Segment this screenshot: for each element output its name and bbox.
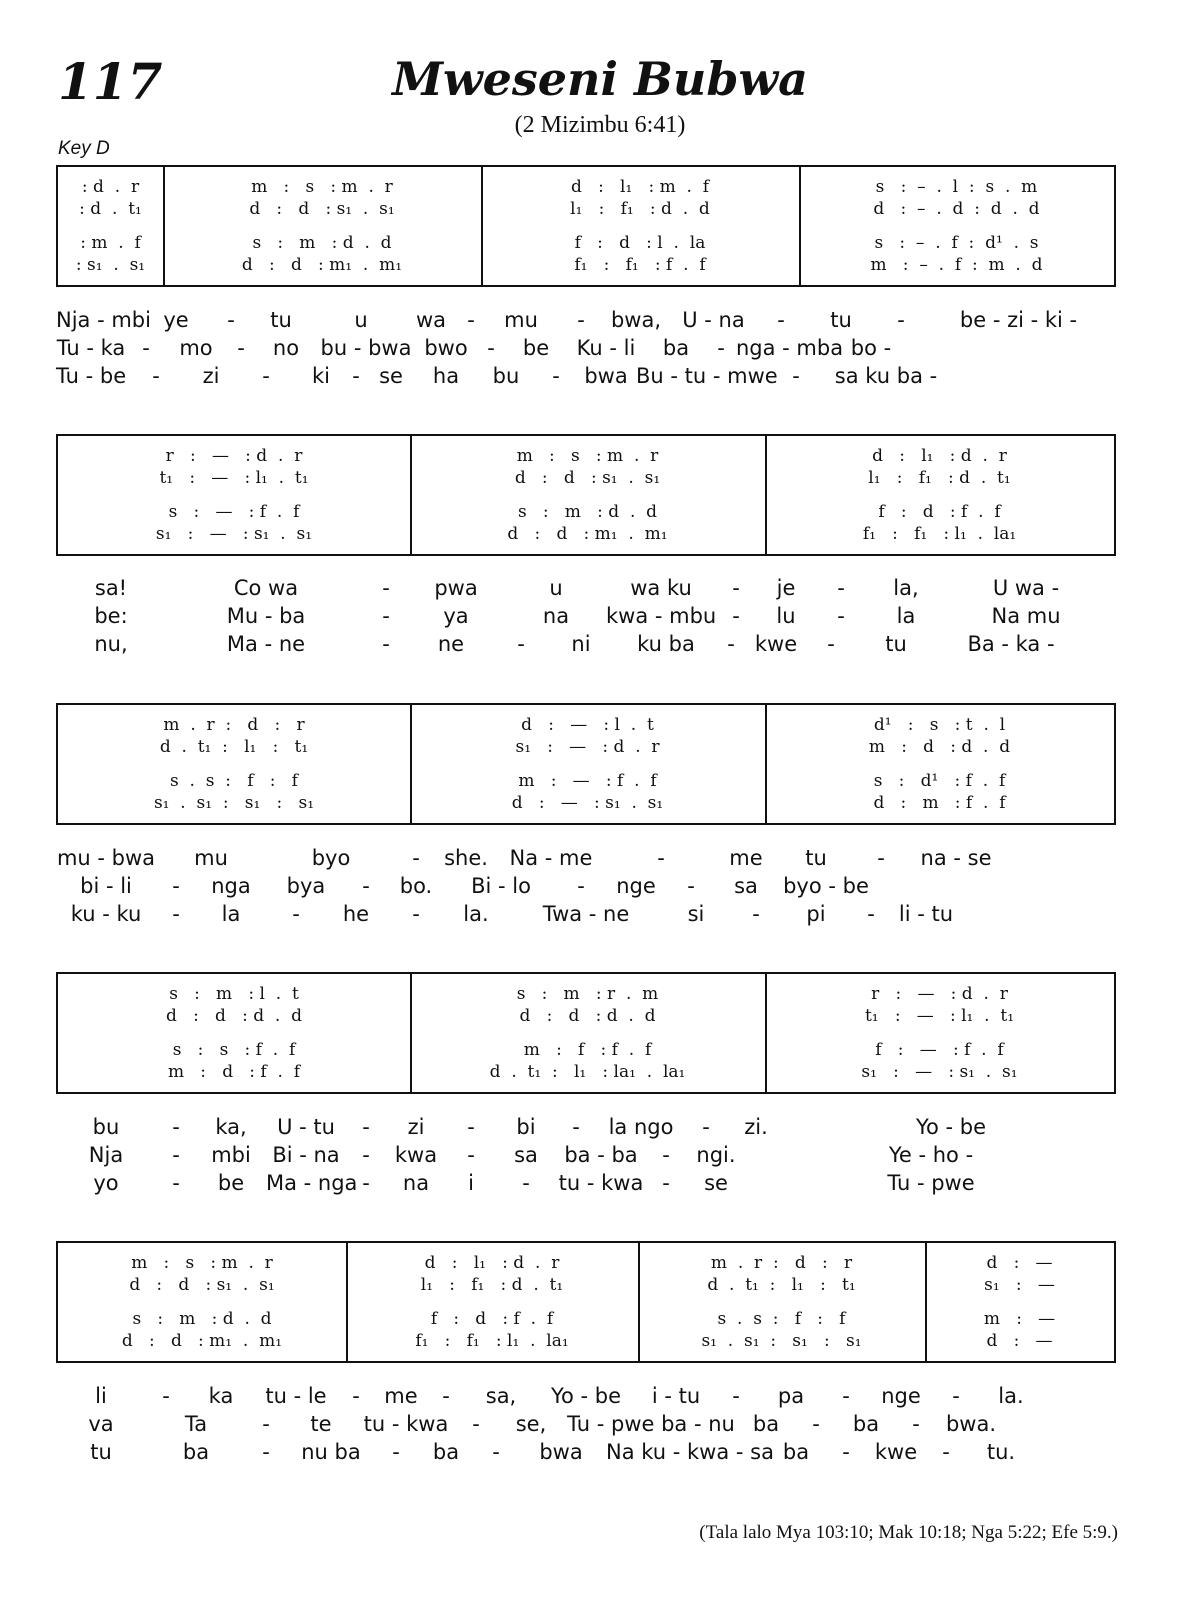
lyric-syllable: -: [172, 1115, 180, 1139]
lyric-syllable: bu - bwa: [320, 336, 412, 360]
lyric-syllable: sa ku ba -: [834, 364, 938, 388]
stave-5: [56, 1241, 1116, 1363]
lyric-syllable: na: [402, 1171, 430, 1195]
note-cell: d : d : m₁ . m₁: [507, 524, 668, 544]
lyric-syllable: he: [342, 902, 370, 926]
lyric-syllable: -: [897, 308, 905, 332]
key-signature: Key D: [58, 138, 110, 159]
lyric-syllable: -: [467, 308, 475, 332]
lyric-syllable: byo - be: [783, 874, 869, 898]
lyric-syllable: -: [752, 902, 760, 926]
note-cell: s₁ : —: [984, 1275, 1055, 1295]
lyric-syllable: sa!: [94, 576, 128, 600]
hymn-title: Mweseni Bubwa: [392, 52, 808, 106]
lyric-syllable: -: [837, 604, 845, 628]
lyric-syllable: wa ku: [630, 576, 692, 600]
lyric-syllable: -: [487, 336, 495, 360]
lyric-syllable: Ku - li: [576, 336, 636, 360]
lyric-syllable: -: [837, 576, 845, 600]
lyric-syllable: ka,: [215, 1115, 247, 1139]
lyric-syllable: -: [842, 1384, 850, 1408]
note-cell: s : – . l : s . m: [875, 177, 1038, 197]
lyric-syllable: -: [352, 1384, 360, 1408]
stave-1: [56, 165, 1116, 287]
lyric-syllable: Nja - mbi: [56, 308, 151, 332]
lyric-syllable: tu: [90, 1440, 112, 1464]
lyric-syllable: -: [237, 336, 245, 360]
note-cell: r : — : d . r: [871, 984, 1008, 1004]
lyric-syllable: -: [842, 1440, 850, 1464]
note-cell: d : — : s₁ . s₁: [511, 793, 664, 813]
lyric-syllable: -: [362, 874, 370, 898]
lyrics-2: [56, 576, 1116, 660]
note-cell: m : —: [983, 1309, 1056, 1329]
lyric-syllable: tu: [805, 846, 827, 870]
lyric-syllable: tu.: [986, 1440, 1016, 1464]
note-cell: f₁ : f₁ : l₁ . la₁: [415, 1331, 569, 1351]
lyric-syllable: je: [776, 576, 796, 600]
lyric-syllable: -: [382, 576, 390, 600]
note-cell: : d . r: [81, 177, 140, 197]
lyric-syllable: bwa.: [945, 1412, 997, 1436]
lyric-syllable: pa: [777, 1384, 805, 1408]
note-cell: d . t₁ : l₁ : t₁: [159, 737, 309, 757]
lyric-syllable: ne: [437, 632, 465, 656]
lyric-syllable: pi: [806, 902, 826, 926]
lyric-syllable: la ngo: [608, 1115, 674, 1139]
lyric-syllable: -: [727, 632, 735, 656]
stave-4: [56, 972, 1116, 1094]
lyric-syllable: bwa,: [610, 308, 662, 332]
lyric-syllable: me: [729, 846, 763, 870]
lyric-syllable: Tu - pwe: [887, 1171, 975, 1195]
note-cell: s : m : l . t: [169, 984, 299, 1004]
note-cell: d : l₁ : d . r: [424, 1253, 560, 1273]
lyric-syllable: tu - le: [265, 1384, 327, 1408]
note-cell: s : m : d . d: [252, 233, 392, 253]
lyric-syllable: -: [812, 1412, 820, 1436]
scripture-reference: (2 Mizimbu 6:41): [514, 112, 686, 138]
lyric-syllable: -: [142, 336, 150, 360]
lyric-syllable: U - na: [682, 308, 745, 332]
lyric-syllable: nge: [616, 874, 656, 898]
note-cell: s : – . f : d¹ . s: [874, 233, 1039, 253]
lyric-syllable: bwo: [424, 336, 468, 360]
note-cell: d : —: [986, 1253, 1053, 1273]
stave-3: [56, 703, 1116, 825]
lyric-syllable: tu: [830, 308, 852, 332]
lyric-syllable: Twa - ne: [542, 902, 630, 926]
lyric-syllable: sa,: [485, 1384, 517, 1408]
lyric-syllable: bwa: [539, 1440, 583, 1464]
lyric-syllable: va: [88, 1412, 114, 1436]
note-cell: m : s : m . r: [516, 446, 659, 466]
lyric-syllable: bwa: [584, 364, 628, 388]
lyric-syllable: -: [657, 846, 665, 870]
lyric-syllable: -: [472, 1412, 480, 1436]
lyric-syllable: ba: [782, 1440, 810, 1464]
lyric-syllable: -: [467, 1115, 475, 1139]
note-cell: s : — : f . f: [168, 502, 300, 522]
note-cell: : m . f: [80, 233, 141, 253]
lyric-syllable: zi.: [744, 1115, 768, 1139]
lyric-syllable: Ta: [184, 1412, 208, 1436]
note-cell: d : d : m₁ . m₁: [121, 1331, 283, 1351]
lyric-syllable: la,: [893, 576, 919, 600]
lyric-syllable: se,: [515, 1412, 547, 1436]
lyric-syllable: Co wa: [233, 576, 299, 600]
lyric-syllable: U wa -: [992, 576, 1060, 600]
lyric-syllable: mu: [504, 308, 538, 332]
note-cell: m : — : f . f: [518, 771, 657, 791]
lyric-syllable: pwa: [434, 576, 478, 600]
lyric-syllable: be - zi - ki -: [959, 308, 1078, 332]
lyric-syllable: nu,: [94, 632, 128, 656]
lyric-syllable: -: [777, 308, 785, 332]
lyric-syllable: yo: [93, 1171, 119, 1195]
note-cell: d : d : m₁ . m₁: [241, 255, 403, 275]
lyric-syllable: i - tu: [651, 1384, 701, 1408]
lyric-syllable: -: [732, 604, 740, 628]
lyric-syllable: tu - kwa: [558, 1171, 644, 1195]
lyric-syllable: -: [362, 1143, 370, 1167]
note-cell: l₁ : f₁ : d . d: [570, 199, 710, 219]
lyric-syllable: Tu - pwe ba - nu: [567, 1412, 735, 1436]
lyric-syllable: se: [379, 364, 403, 388]
lyric-syllable: Tu - be: [56, 364, 127, 388]
note-cell: m . r : d : r: [163, 715, 305, 735]
lyric-syllable: -: [552, 364, 560, 388]
lyric-syllable: ha: [432, 364, 460, 388]
lyric-syllable: Na ku - kwa - sa: [606, 1440, 774, 1464]
note-cell: r : — : d . r: [165, 446, 303, 466]
lyric-syllable: Na mu: [991, 604, 1061, 628]
lyric-syllable: wa: [415, 308, 447, 332]
lyric-syllable: ye: [163, 308, 189, 332]
lyric-syllable: -: [172, 1171, 180, 1195]
note-cell: s : m : d . d: [517, 502, 658, 522]
lyric-syllable: -: [382, 604, 390, 628]
lyric-syllable: ku ba: [637, 632, 695, 656]
lyrics-1: [56, 308, 1116, 392]
lyric-syllable: u: [354, 308, 368, 332]
lyric-syllable: nga - mba: [736, 336, 844, 360]
lyric-syllable: me: [384, 1384, 418, 1408]
lyric-syllable: Bi - lo: [471, 874, 531, 898]
note-cell: m : s : m . r: [131, 1253, 273, 1273]
lyric-syllable: mu: [194, 846, 228, 870]
lyric-syllable: Ma - nga: [266, 1171, 358, 1195]
lyric-syllable: -: [392, 1440, 400, 1464]
lyric-syllable: mbi: [211, 1143, 251, 1167]
lyric-syllable: -: [262, 364, 270, 388]
note-cell: d : —: [986, 1331, 1053, 1351]
note-cell: s : s : f . f: [172, 1040, 296, 1060]
lyric-syllable: -: [162, 1384, 170, 1408]
lyric-syllable: ba: [752, 1412, 780, 1436]
lyrics-4: [56, 1115, 1116, 1199]
lyric-syllable: zi: [202, 364, 220, 388]
hymn-number: 117: [58, 52, 163, 111]
lyric-syllable: lu: [776, 604, 796, 628]
lyric-syllable: nu ba: [301, 1440, 361, 1464]
lyric-syllable: bu: [92, 1115, 120, 1139]
lyric-syllable: nge: [881, 1384, 921, 1408]
lyric-syllable: -: [577, 308, 585, 332]
lyric-syllable: -: [522, 1171, 530, 1195]
lyric-syllable: si: [687, 902, 705, 926]
lyric-syllable: -: [702, 1115, 710, 1139]
cross-references: (Tala lalo Mya 103:10; Mak 10:18; Nga 5:22; Efe 5:9.): [699, 1522, 1118, 1543]
note-cell: f : d : f . f: [878, 502, 1001, 522]
lyric-syllable: ka: [208, 1384, 234, 1408]
note-cell: s₁ : — : d . r: [515, 737, 660, 757]
lyric-syllable: -: [732, 1384, 740, 1408]
lyric-syllable: she.: [444, 846, 488, 870]
note-cell: t₁ : — : l₁ . t₁: [864, 1006, 1015, 1026]
lyric-syllable: Ma - ne: [226, 632, 306, 656]
note-cell: s : m : r . m: [516, 984, 659, 1004]
lyric-syllable: -: [662, 1143, 670, 1167]
lyric-syllable: u: [549, 576, 563, 600]
note-cell: d¹ : s : t . l: [873, 715, 1006, 735]
note-cell: d : l₁ : m . f: [570, 177, 710, 197]
lyric-syllable: -: [687, 874, 695, 898]
note-cell: m : f : f . f: [523, 1040, 652, 1060]
lyric-syllable: mu - bwa: [56, 846, 156, 870]
lyric-syllable: kwe: [874, 1440, 918, 1464]
lyric-syllable: Nja: [88, 1143, 124, 1167]
lyric-syllable: -: [352, 364, 360, 388]
lyric-syllable: bi: [516, 1115, 536, 1139]
lyric-syllable: bya: [286, 874, 326, 898]
lyric-syllable: -: [492, 1440, 500, 1464]
lyric-syllable: Ba - ka -: [967, 632, 1055, 656]
lyric-syllable: -: [717, 336, 725, 360]
note-cell: m : s : m . r: [251, 177, 393, 197]
lyric-syllable: bi - li: [80, 874, 132, 898]
lyric-syllable: -: [442, 1384, 450, 1408]
lyric-syllable: zi: [407, 1115, 425, 1139]
lyric-syllable: -: [792, 364, 800, 388]
note-cell: m : – . f : m . d: [870, 255, 1043, 275]
lyric-syllable: -: [942, 1440, 950, 1464]
lyric-syllable: Mu - ba: [226, 604, 306, 628]
lyric-syllable: mo: [179, 336, 213, 360]
lyric-syllable: be: [217, 1171, 245, 1195]
note-cell: f₁ : f₁ : l₁ . la₁: [862, 524, 1017, 544]
lyric-syllable: no: [272, 336, 300, 360]
lyric-syllable: tu: [885, 632, 907, 656]
lyric-syllable: Bi - na: [272, 1143, 340, 1167]
lyric-syllable: Yo - be: [550, 1384, 622, 1408]
note-cell: s₁ . s₁ : s₁ : s₁: [153, 793, 315, 813]
lyric-syllable: -: [362, 1115, 370, 1139]
lyric-syllable: Tu - ka: [56, 336, 126, 360]
lyric-syllable: i: [468, 1171, 474, 1195]
lyric-syllable: te: [310, 1412, 332, 1436]
lyric-syllable: nga: [211, 874, 251, 898]
lyric-syllable: -: [867, 902, 875, 926]
lyric-syllable: bo -: [850, 336, 892, 360]
lyric-syllable: kwa - mbu: [606, 604, 717, 628]
note-cell: s₁ . s₁ : s₁ : s₁: [701, 1331, 862, 1351]
lyric-syllable: bu: [492, 364, 520, 388]
note-cell: d : – . d : d . d: [873, 199, 1040, 219]
note-cell: f : d : l . la: [574, 233, 706, 253]
lyric-syllable: U - tu: [277, 1115, 335, 1139]
note-cell: d : d : s₁ . s₁: [249, 199, 395, 219]
lyric-syllable: -: [517, 632, 525, 656]
lyric-syllable: kwa: [394, 1143, 438, 1167]
note-cell: : s₁ . s₁: [75, 255, 146, 275]
note-cell: d : l₁ : d . r: [872, 446, 1007, 466]
note-cell: l₁ : f₁ : d . t₁: [420, 1275, 564, 1295]
lyric-syllable: -: [152, 364, 160, 388]
note-cell: s₁ : — : s₁ . s₁: [861, 1062, 1018, 1082]
lyric-syllable: -: [412, 846, 420, 870]
lyric-syllable: -: [572, 1115, 580, 1139]
lyric-syllable: ngi.: [696, 1143, 736, 1167]
note-cell: m . r : d : r: [710, 1253, 853, 1273]
stave-2: [56, 434, 1116, 556]
lyric-syllable: -: [262, 1412, 270, 1436]
lyric-syllable: tu - kwa: [363, 1412, 449, 1436]
lyric-syllable: li - tu: [898, 902, 954, 926]
lyric-syllable: bo.: [399, 874, 433, 898]
lyric-syllable: la: [896, 604, 916, 628]
lyric-syllable: -: [827, 632, 835, 656]
note-cell: d : d : s₁ . s₁: [129, 1275, 275, 1295]
lyric-syllable: be:: [94, 604, 128, 628]
lyric-syllable: -: [362, 1171, 370, 1195]
lyric-syllable: -: [172, 1143, 180, 1167]
lyric-syllable: sa: [734, 874, 758, 898]
lyric-syllable: la: [221, 902, 241, 926]
lyric-syllable: -: [877, 846, 885, 870]
note-cell: t₁ : — : l₁ . t₁: [159, 468, 309, 488]
lyric-syllable: na: [542, 604, 570, 628]
lyrics-3: [56, 846, 1116, 930]
lyric-syllable: -: [172, 874, 180, 898]
note-cell: s : d¹ : f . f: [873, 771, 1006, 791]
lyric-syllable: -: [412, 902, 420, 926]
lyric-syllable: kwe: [754, 632, 798, 656]
lyric-syllable: se: [704, 1171, 728, 1195]
lyric-syllable: sa: [514, 1143, 538, 1167]
note-cell: d . t₁ : l₁ : t₁: [707, 1275, 856, 1295]
lyric-syllable: byo: [311, 846, 351, 870]
lyric-syllable: be: [522, 336, 550, 360]
lyric-syllable: ba: [182, 1440, 210, 1464]
lyric-syllable: -: [227, 308, 235, 332]
lyric-syllable: Yo - be: [915, 1115, 987, 1139]
note-cell: : d . t₁: [79, 199, 142, 219]
lyric-syllable: tu: [270, 308, 292, 332]
note-cell: s : m : d . d: [132, 1309, 272, 1329]
lyric-syllable: ba - ba: [564, 1143, 638, 1167]
lyric-syllable: -: [732, 576, 740, 600]
lyrics-5: [56, 1384, 1116, 1468]
lyric-syllable: Bu - tu - mwe: [636, 364, 778, 388]
note-cell: m : d : f . f: [167, 1062, 301, 1082]
lyric-syllable: -: [292, 902, 300, 926]
lyric-syllable: ni: [571, 632, 591, 656]
note-cell: d : d : s₁ . s₁: [514, 468, 661, 488]
lyric-syllable: li: [95, 1384, 107, 1408]
note-cell: d : d : d . d: [165, 1006, 303, 1026]
note-cell: m : d : d . d: [868, 737, 1011, 757]
lyric-syllable: -: [662, 1171, 670, 1195]
lyric-syllable: ki: [312, 364, 330, 388]
lyric-syllable: la.: [463, 902, 489, 926]
lyric-syllable: ku - ku: [70, 902, 142, 926]
lyric-syllable: -: [912, 1412, 920, 1436]
note-cell: s . s : f : f: [717, 1309, 846, 1329]
lyric-syllable: -: [577, 874, 585, 898]
lyric-syllable: ya: [443, 604, 469, 628]
lyric-syllable: na - se: [920, 846, 992, 870]
lyric-syllable: -: [382, 632, 390, 656]
note-cell: f : — : f . f: [875, 1040, 1004, 1060]
note-cell: f : d : f . f: [430, 1309, 554, 1329]
lyric-syllable: -: [952, 1384, 960, 1408]
lyric-syllable: -: [467, 1143, 475, 1167]
note-cell: f₁ : f₁ : f . f: [574, 255, 706, 275]
note-cell: l₁ : f₁ : d . t₁: [868, 468, 1011, 488]
note-cell: s₁ : — : s₁ . s₁: [155, 524, 313, 544]
lyric-syllable: Ye - ho -: [888, 1143, 974, 1167]
note-cell: d . t₁ : l₁ : la₁ . la₁: [489, 1062, 686, 1082]
lyric-syllable: ba: [432, 1440, 460, 1464]
lyric-syllable: Na - me: [509, 846, 593, 870]
lyric-syllable: -: [262, 1440, 270, 1464]
lyric-syllable: ba: [662, 336, 690, 360]
note-cell: d : — : l . t: [521, 715, 654, 735]
note-cell: d : m : f . f: [873, 793, 1006, 813]
note-cell: d : d : d . d: [519, 1006, 656, 1026]
lyric-syllable: ba: [852, 1412, 880, 1436]
note-cell: s . s : f : f: [170, 771, 298, 791]
lyric-syllable: la.: [998, 1384, 1024, 1408]
lyric-syllable: -: [172, 902, 180, 926]
